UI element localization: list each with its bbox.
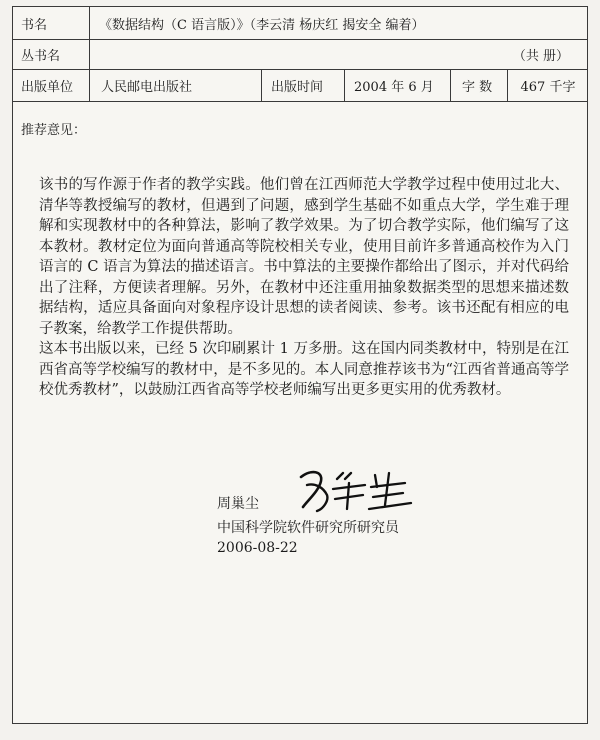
book-name-label: 书名 xyxy=(21,17,48,33)
book-name-row xyxy=(13,7,587,40)
recommendation-body xyxy=(39,175,569,401)
signer-name: 周巢尘 xyxy=(217,496,259,512)
word-count-value: 467 千字 xyxy=(520,79,576,95)
publication-row xyxy=(13,69,587,102)
signer-organization: 中国科学院软件研究所研究员 xyxy=(217,520,399,536)
publisher-label: 出版单位 xyxy=(21,79,74,95)
word-count-label: 字 数 xyxy=(462,79,493,95)
pub-date-label: 出版时间 xyxy=(271,79,324,95)
signature-date: 2006-08-22 xyxy=(217,540,298,556)
series-label: 丛书名 xyxy=(21,48,61,64)
recommendation-paragraph-1: 该书的写作源于作者的教学实践。他们曾在江西师范大学教学过程中使用过北大、清华等教授编写的教材，但遇到了问题，感到学生基础不如重点大学，学生难于理解和实现教材中的各种算法，影响了教学效果。为了切合教学实际，他们编写了这本教材。教材定位为面向普通高等院校相关专业，使用目前许多普通高校作为入门语言的 C 语言为算法的描述语言。书中算法的主要操作都给出了图示，并对代码给出了注释，方便读者理解。另外，在教材中还注重用抽象数据类型的思想来描述数据结构，适应具备面向对象程序设计思想的读者阅读、参考。该书还配有相应的电子教案，给教学工作提供帮助。 xyxy=(39,177,569,337)
recommendation-label: 推荐意见： xyxy=(21,123,87,138)
handwritten-signature xyxy=(293,465,423,515)
publisher-value: 人民邮电出版社 xyxy=(101,79,193,95)
pub-date-value: 2004 年 6 月 xyxy=(354,79,434,95)
recommendation-paragraph-2: 这本书出版以来，已经 5 次印刷累计 1 万多册。这在国内同类教材中，特别是在江西省高等学校编写的教材中，是不多见的。本人同意推荐该书为“江西省普通高等学校优秀教材”，以鼓励江西省高等学校老师编写出更多更实用的优秀教材。 xyxy=(39,341,569,398)
series-value: （共 册） xyxy=(512,48,569,64)
recommendation-form xyxy=(12,6,588,724)
book-name-value: 《数据结构（C 语言版）》（李云清 杨庆红 揭安全 编着） xyxy=(99,17,425,33)
series-row xyxy=(13,39,587,70)
